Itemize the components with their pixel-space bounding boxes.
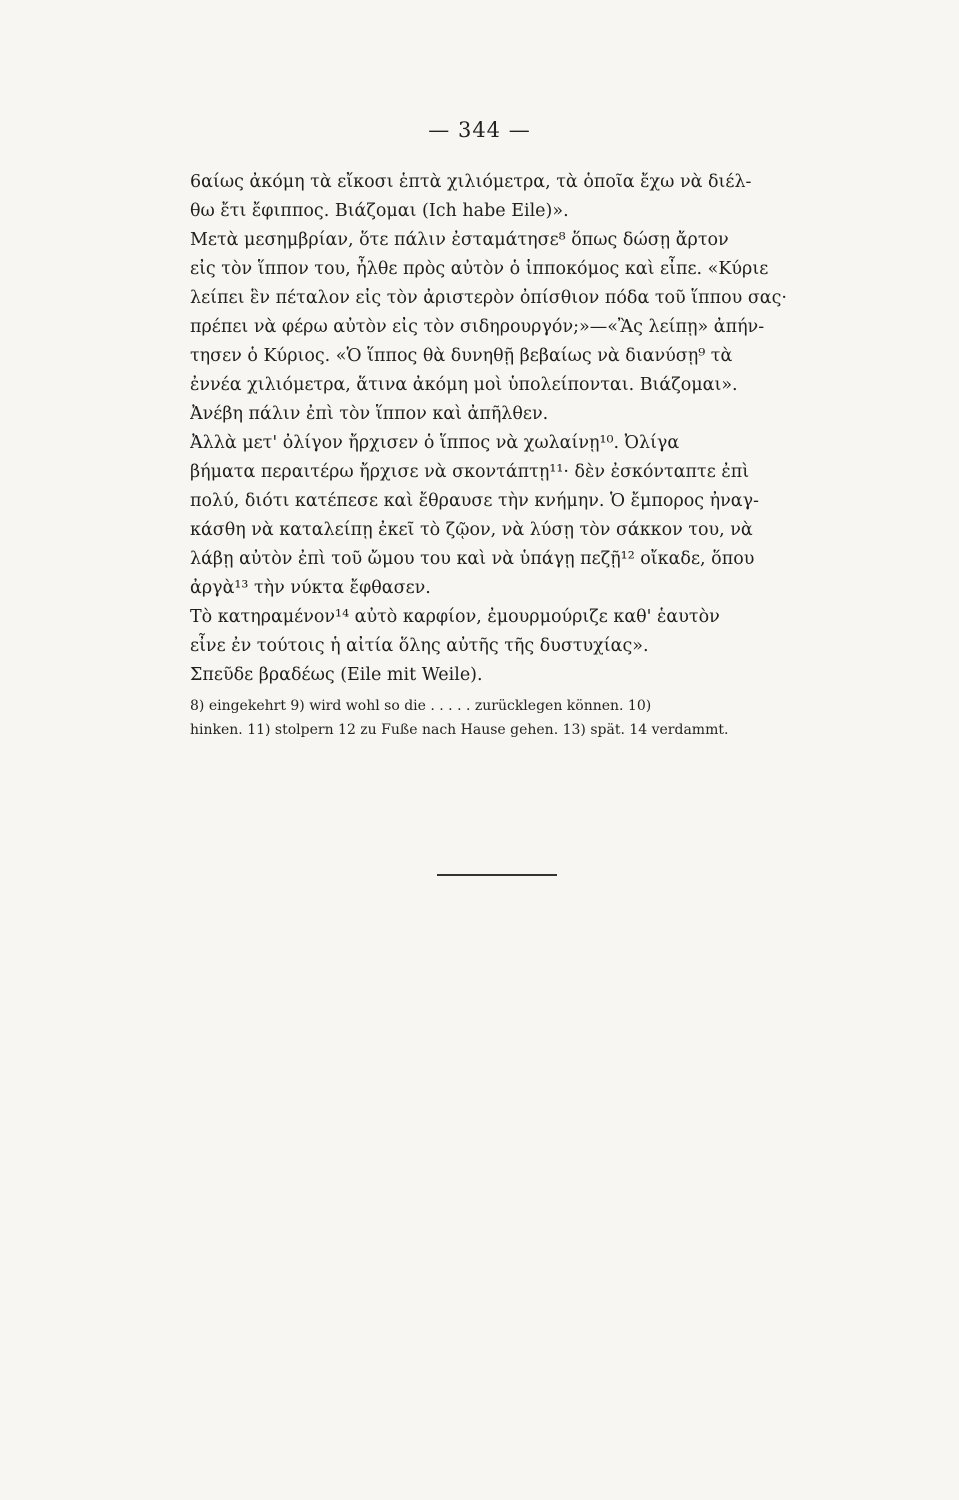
text-line: 6αίως ἀκόμη τὰ εἴκοσι ἑπτὰ χιλιόμετρα, τὰ ὁποῖα ἔχω νὰ διέλ- (190, 172, 752, 192)
text-line: κάσθη νὰ καταλείπῃ ἐκεῖ τὸ ζῷον, νὰ λύσῃ τὸν σάκκον του, νὰ (190, 520, 753, 540)
end-rule-divider (437, 874, 557, 876)
text-line: Σπεῦδε βραδέως (Eile mit Weile). (190, 665, 483, 685)
text-line: Ἀνέβη πάλιν ἐπὶ τὸν ἵππον καὶ ἀπῆλθεν. (190, 404, 549, 424)
text-line: βήματα περαιτέρω ἤρχισε νὰ σκοντάπτῃ¹¹· δὲν ἐσκόνταπτε ἐπὶ (190, 462, 750, 482)
text-line: θω ἔτι ἔφιππος. Βιάζομαι (Ich habe Eile)». (190, 201, 569, 221)
text-line: λείπει ἓν πέταλον εἰς τὸν ἀριστερὸν ὀπίσθιον πόδα τοῦ ἵππου σας· (190, 288, 787, 308)
footnote-line: 8) eingekehrt 9) wird wohl so die . . . . . zurücklegen können. 10) (190, 698, 652, 714)
text-line: πολύ, διότι κατέπεσε καὶ ἔθραυσε τὴν κνήμην. Ὁ ἔμπορος ἠναγ- (190, 491, 759, 511)
text-line: ἀργὰ¹³ τὴν νύκτα ἔφθασεν. (190, 578, 431, 598)
page-number: — 344 — (428, 118, 531, 142)
text-line: Μετὰ μεσημβρίαν, ὅτε πάλιν ἐσταμάτησε⁸ ὅπως δώσῃ ἄρτον (190, 230, 729, 250)
text-line: Τὸ κατηραμένον¹⁴ αὐτὸ καρφίον, ἐμουρμούριζε καθ' ἑαυτὸν (190, 607, 720, 627)
text-line: πρέπει νὰ φέρω αὐτὸν εἰς τὸν σιδηρουργόν;»—«Ἂς λείπῃ» ἀπήν- (190, 317, 765, 337)
text-line: τησεν ὁ Κύριος. «Ὁ ἵππος θὰ δυνηθῇ βεβαίως νὰ διανύσῃ⁹ τὰ (190, 346, 733, 366)
text-line: Ἀλλὰ μετ' ὀλίγον ἤρχισεν ὁ ἵππος νὰ χωλαίνῃ¹⁰. Ὀλίγα (190, 433, 680, 453)
footnote-line: hinken. 11) stolpern 12 zu Fuße nach Hause gehen. 13) spät. 14 verdammt. (190, 722, 729, 738)
text-line: εἶνε ἐν τούτοις ἡ αἰτία ὅλης αὐτῆς τῆς δυστυχίας». (190, 636, 649, 656)
body-text (190, 168, 840, 742)
text-line: λάβῃ αὐτὸν ἐπὶ τοῦ ὤμου του καὶ νὰ ὑπάγῃ πεζῇ¹² οἴκαδε, ὅπου (190, 549, 755, 569)
text-line: εἰς τὸν ἵππον του, ἦλθε πρὸς αὐτὸν ὁ ἱπποκόμος καὶ εἶπε. «Κύριε (190, 259, 769, 279)
footnotes (190, 694, 840, 742)
text-line: ἐννέα χιλιόμετρα, ἅτινα ἀκόμη μοὶ ὑπολείπονται. Βιάζομαι». (190, 375, 738, 395)
